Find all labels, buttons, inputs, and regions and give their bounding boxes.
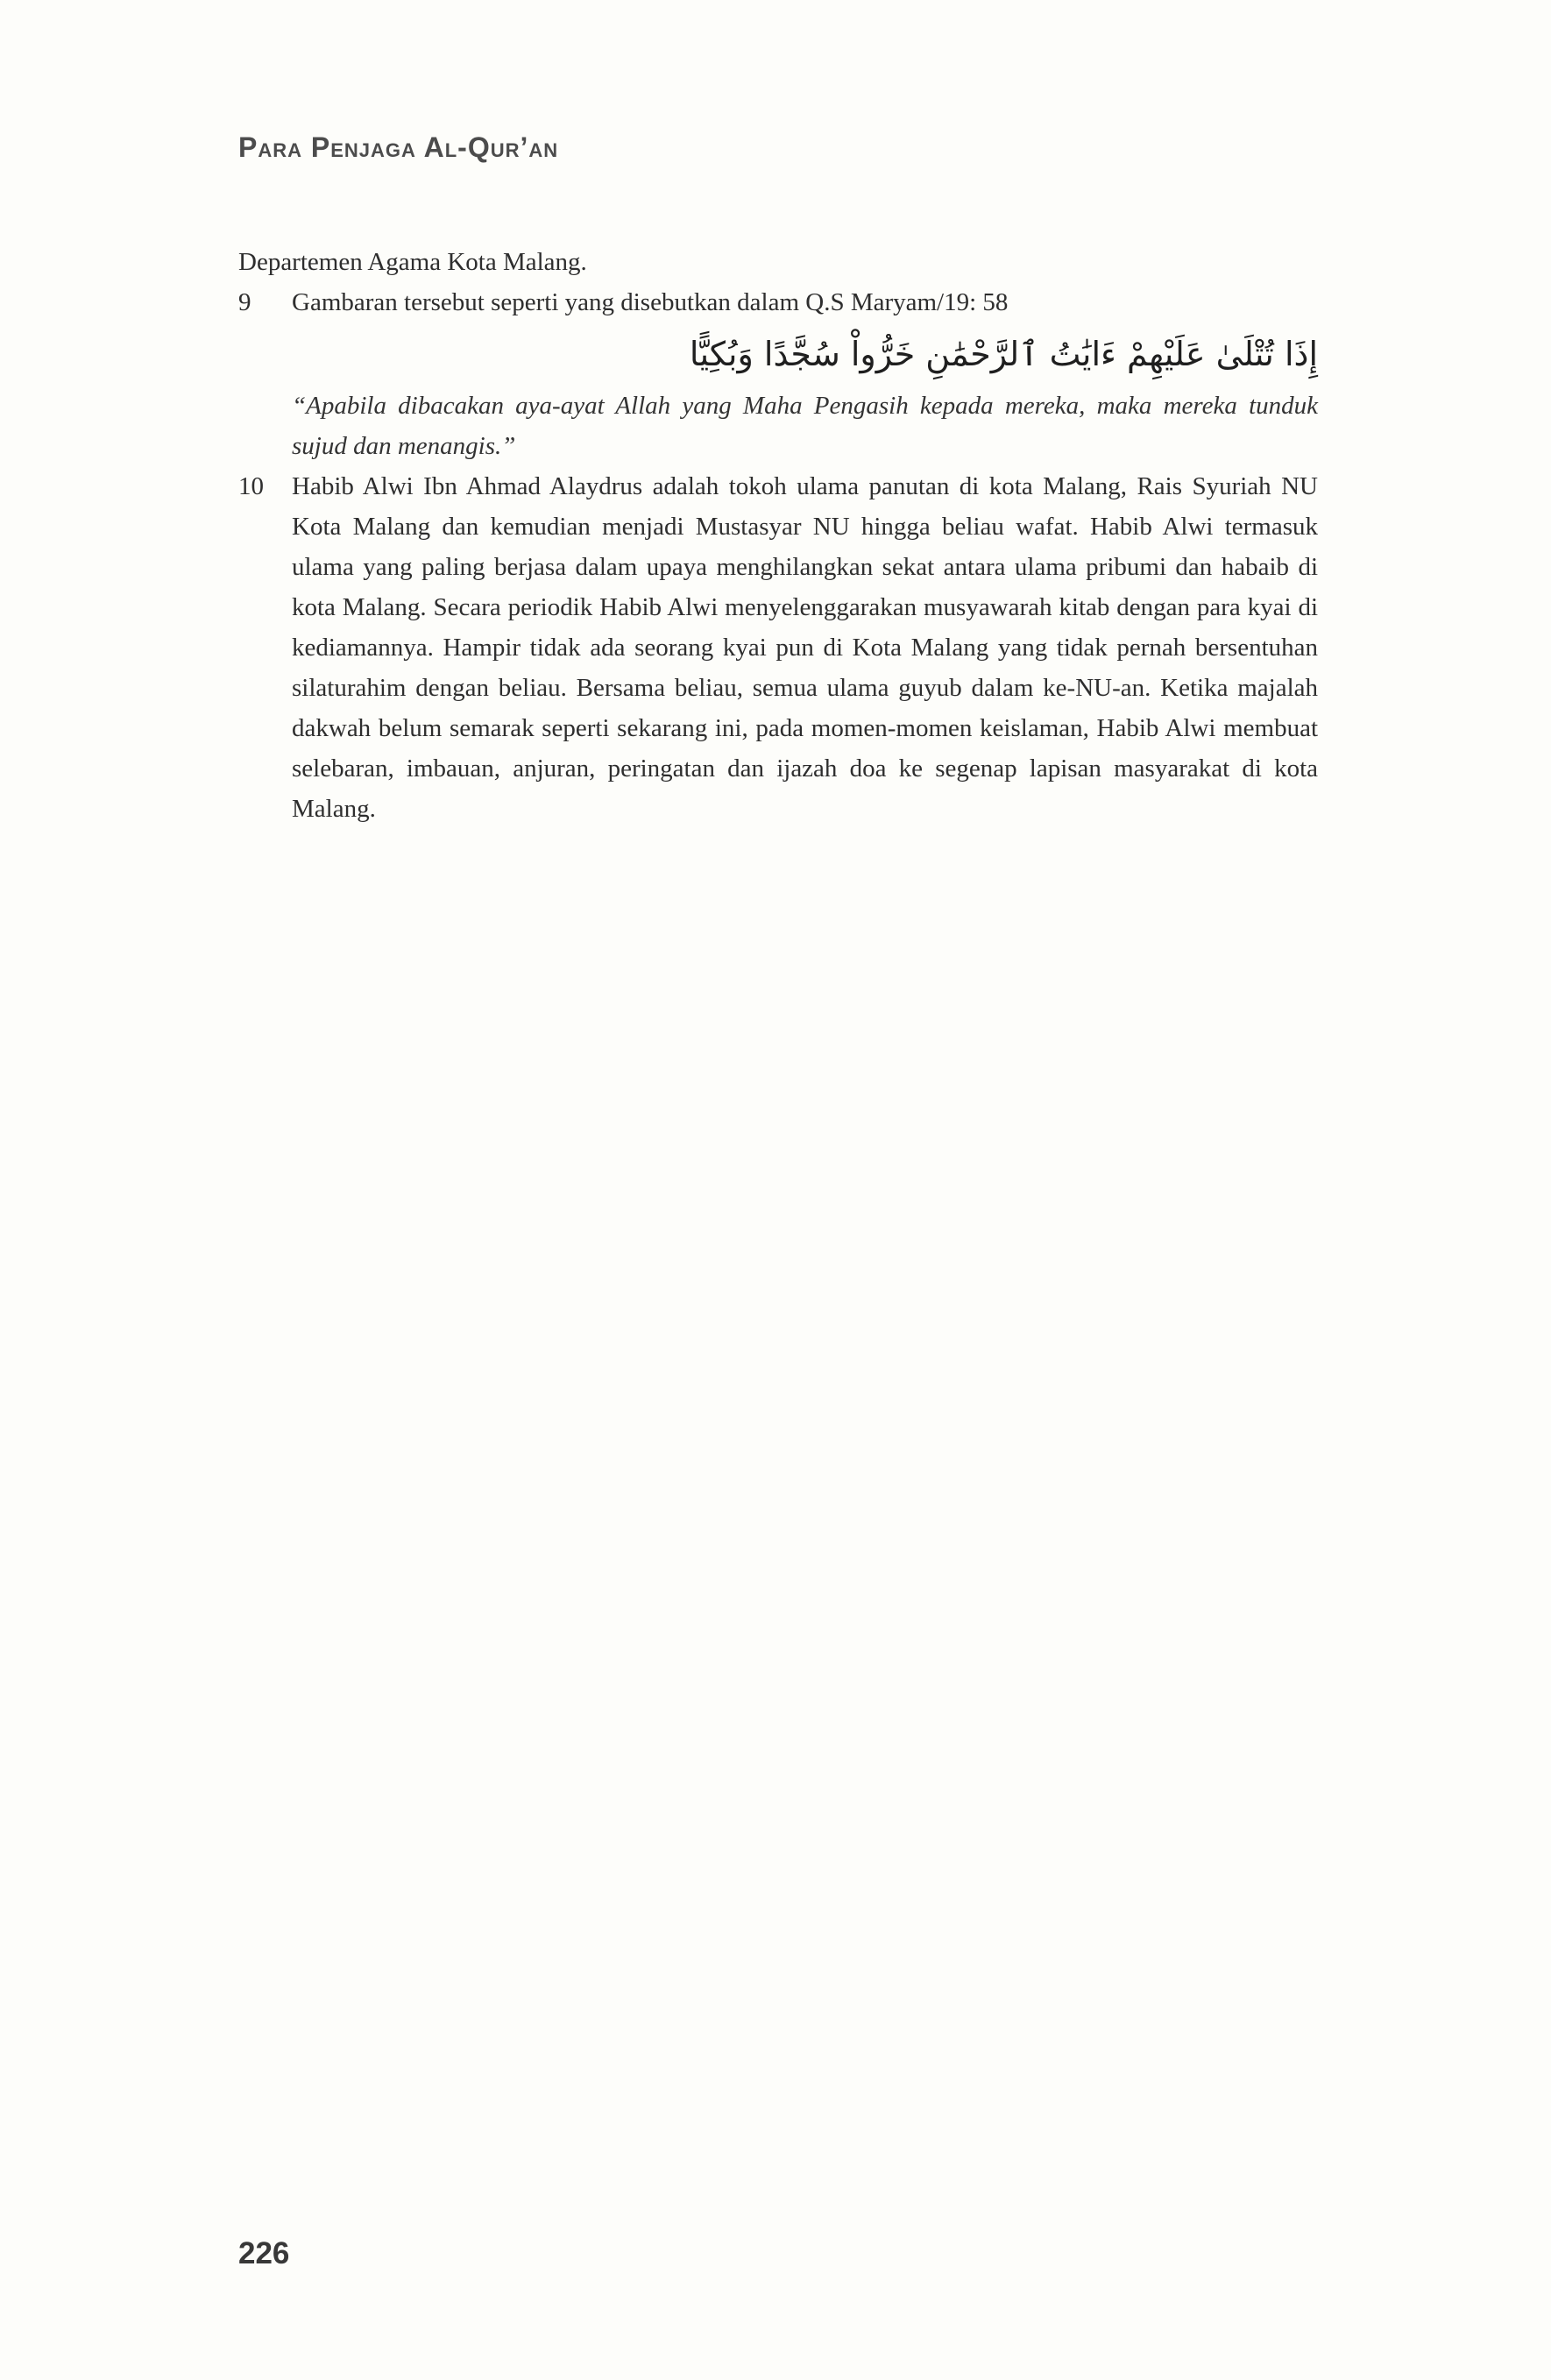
page-content — [238, 242, 1318, 829]
footnote-text: Gambaran tersebut seperti yang disebutkan dalam Q.S Maryam/19: 58 — [292, 288, 1009, 316]
note-continuation-line: Departemen Agama Kota Malang. — [238, 248, 587, 276]
footnote-9 — [238, 282, 1318, 466]
footnote-text: Habib Alwi Ibn Ahmad Alaydrus adalah tokoh ulama panutan di kota Malang, Rais Syuriah NU Kota Malang dan kemudian menjadi Mustasyar NU hingga beliau wafat. Habib Alwi termasuk ulama yang paling berjasa dalam upaya menghilangkan sekat antara ulama pribumi dan habaib di kota Malang. Secara periodik Habib Alwi menyelenggarakan musyawarah kitab dengan para kyai di kediamannya. Hampir tidak ada seorang kyai pun di Kota Malang yang tidak pernah bersentuhan silaturahim dengan beliau. Bersama beliau, semua ulama guyub dalam ke-NU-an. Ketika majalah dakwah belum semarak seperti sekarang ini, pada momen-momen keislaman, Habib Alwi membuat selebaran, imbauan, anjuran, peringatan dan ijazah doa ke segenap lapisan masyarakat di kota Malang. — [292, 472, 1318, 823]
footnote-number: 9 — [238, 288, 251, 316]
footnote-body — [292, 466, 1318, 829]
footnote-body — [292, 282, 1318, 466]
footnote-10 — [238, 466, 1318, 829]
page-number: 226 — [238, 2236, 290, 2270]
quran-verse-arabic: إِذَا تُتْلَىٰ عَلَيْهِمْ ءَايَٰتُ ٱلرَّحْمَٰنِ خَرُّواْ سُجَّدًا وَبُكِيًّا — [689, 335, 1318, 373]
footnote-number: 10 — [238, 472, 264, 500]
quran-verse-translation: “Apabila dibacakan aya-ayat Allah yang Maha Pengasih kepada mereka, maka mereka tunduk sujud dan menangis.” — [292, 392, 1318, 460]
running-header: Para Penjaga Al-Qur’an — [238, 131, 559, 163]
